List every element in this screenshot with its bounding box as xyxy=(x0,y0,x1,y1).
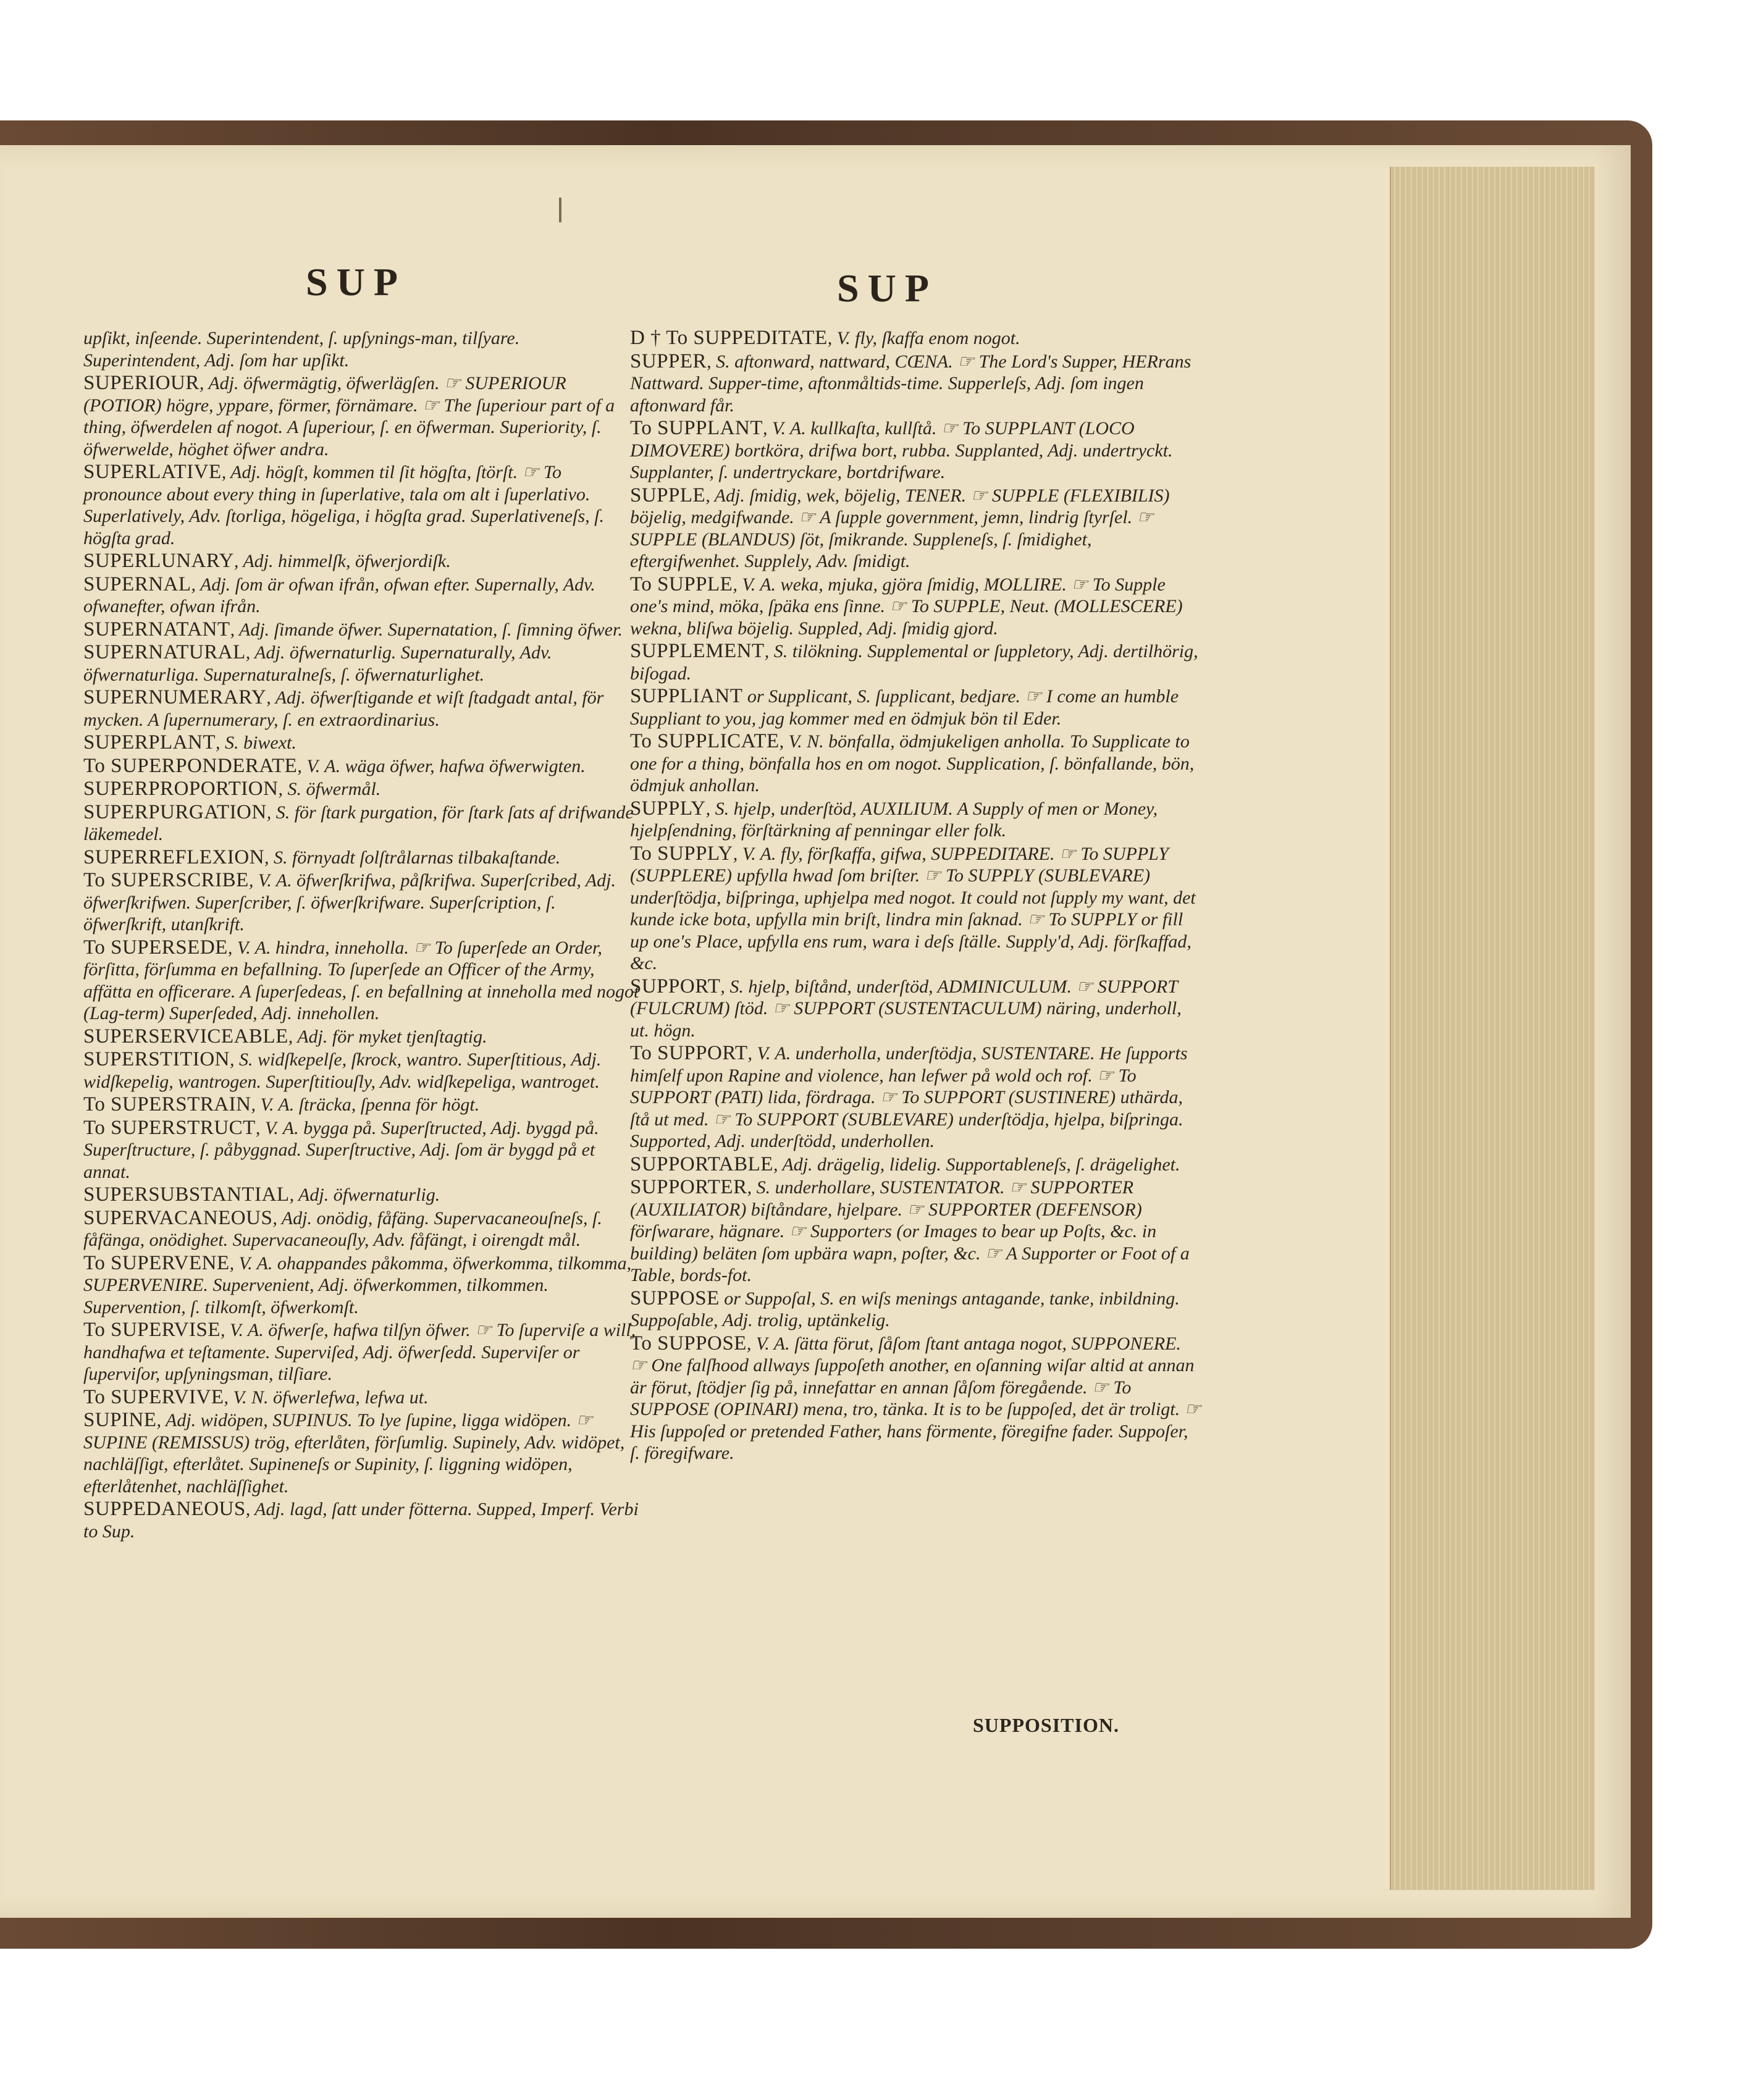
catchword: SUPPOSITION. xyxy=(973,1714,1119,1736)
dictionary-entry xyxy=(83,1094,639,1116)
entry-text: , S. aftonward, nattward, CŒNA. ☞ The Lord's Supper, HERrans Nattward. Supper-time, aftonmåltids-time. Supperleſs, Adj. ſom ingen aftonward får. xyxy=(630,351,1192,416)
headword: SUPERNAL xyxy=(83,573,191,595)
dictionary-entry xyxy=(83,802,639,846)
entry-text: , V. A. hindra, inneholla. ☞ To ſuperſede an Order, förſitta, förſumma en befallning. To ſuperſede an Officer of the Army, affätta en officerare. A ſuperſedeas, ſ. en befallning at inneholla med nogot (Lag-term) Superſeded, Adj. innehollen. xyxy=(83,937,639,1023)
entry-text: , S. öfwermål. xyxy=(278,779,381,799)
entry-text: , Adj. öfwermägtig, öfwerlägſen. ☞ SUPERIOUR (POTIOR) högre, yppare, förmer, förnämare. ☞ The ſuperiour part of a thing, öfwerdelen af nogot. A ſuperiour, ſ. en öfwerman. Superiority, ſ. öfwerwelde, höghet öfwer andra. xyxy=(83,373,615,460)
headword: SUPPOSE xyxy=(630,1287,720,1309)
entry-text: , Adj. högſt, kommen til ſit högſta, ſtörſt. ☞ To pronounce about every thing in ſuperlative, tala om alt i ſuperlativo. Superlatively, Adv. ſtorliga, högeliga, i högſta grad. Superlativeneſs, ſ. högſta grad. xyxy=(83,462,604,548)
dictionary-entry xyxy=(83,732,639,754)
entry-text: , Adj. drägelig, lidelig. Supportableneſs, ſ. drägelighet. xyxy=(773,1154,1180,1175)
entry-text: , S. widſkepelſe, ſkrock, wantro. Superſtitious, Adj. widſkepelig, wantrogen. Superſtitiouſly, Adv. widſkepeliga, wantroget. xyxy=(83,1049,602,1092)
entry-text: , S. hjelp, underſtöd, AUXILIUM. A Supply of men or Money, hjelpſendning, förſtärkning af penningar eller folk. xyxy=(630,798,1158,841)
headword: To SUPPLE xyxy=(630,573,733,595)
dictionary-entry xyxy=(630,327,1201,350)
entry-text: , V. A. ohappandes påkomma, öfwerkomma, tilkomma, SUPERVENIRE. Supervenient, Adj. öfwerkommen, tilkommen. Supervention, ſ. tilkomſt, öfwerkomſt. xyxy=(83,1253,632,1317)
entry-text: , V. N. öfwerlefwa, lefwa ut. xyxy=(224,1387,429,1408)
headword: D † To SUPPEDITATE xyxy=(630,327,828,349)
headword: To SUPERSTRAIN xyxy=(83,1093,251,1115)
headword: SUPPEDANEOUS xyxy=(83,1498,246,1520)
right-column xyxy=(630,327,1201,1466)
dictionary-entry xyxy=(83,642,639,686)
headword: SUPPLEMENT xyxy=(630,640,765,662)
dictionary-entry xyxy=(630,418,1201,484)
dictionary-entry xyxy=(630,686,1201,729)
dictionary-entry xyxy=(83,1319,639,1385)
entry-text: , V. A. ſträcka, ſpenna för högt. xyxy=(251,1094,480,1115)
headword: SUPERSUBSTANTIAL xyxy=(83,1183,290,1206)
dictionary-entry xyxy=(83,327,639,371)
dictionary-entry xyxy=(630,1043,1201,1153)
entry-text: , V. A. underholla, underſtödja, SUSTENTARE. He ſupports himſelf upon Rapine and violence, han lefwer på wold och rof. ☞ To SUPPORT (PATI) lida, fördraga. ☞ To SUPPORT (SUSTINERE) uthärda, ſtå ut med. ☞ To SUPPORT (SUBLEVARE) underſtödja, hjelpa, biſpringa. Supported, Adj. underſtödd, underhollen. xyxy=(630,1043,1188,1151)
dictionary-entry xyxy=(83,1049,639,1093)
entry-text: , V. A. kullkaſta, kullſtå. ☞ To SUPPLANT (LOCO DIMOVERE) bortköra, drifwa bort, rubba. Supplanted, Adj. undertryckt. Supplanter, ſ. undertryckare, bortdrifware. xyxy=(630,418,1173,482)
entry-text: , Adj. öfwerſtigande et wiſt ſtadgadt antal, för mycken. A ſupernumerary, ſ. en extraordinarius. xyxy=(83,687,604,730)
dictionary-entry xyxy=(83,372,639,460)
headword: To SUPPLY xyxy=(630,842,733,865)
entry-text: , V. A. ſätta förut, ſåſom ſtant antaga nogot, SUPPONERE. ☞ One falſhood allways ſuppoſeth another, en oſanning wiſar altid at annan är förut, ſtödjer ſig på, innefattar en annan ſåſom föregående. ☞ To SUPPOSE (OPINARI) mena, tro, tänka. It is to be ſuppoſed, det är troligt. ☞ His ſuppoſed or pretended Father, hans förmente, föregifne fader. Suppoſer, ſ. föregifware. xyxy=(630,1333,1201,1463)
entry-text: , V. N. bönfalla, ödmjukeligen anholla. To Supplicate to one for a thing, bönfalla hos en om nogot. Supplication, ſ. bönfallande, bön, ödmjuk anhollan. xyxy=(630,731,1195,796)
headword: SUPPORTER xyxy=(630,1176,747,1198)
page-mark xyxy=(559,198,561,222)
running-head-right: SUP xyxy=(837,266,938,310)
dictionary-entry xyxy=(630,574,1201,640)
dictionary-entry xyxy=(83,1184,639,1206)
headword: SUPPLY xyxy=(630,797,706,820)
dictionary-entry xyxy=(83,619,639,641)
dictionary-entry xyxy=(83,1409,639,1497)
dictionary-entry xyxy=(630,485,1201,573)
entry-text: , V. A. fly, förſkaffa, gifwa, SUPPEDITARE. ☞ To SUPPLY (SUPPLERE) upfylla hwad ſom briſter. ☞ To SUPPLY (SUBLEVARE) underſtödja, biſpringa, uphjelpa med nogot. It could not ſupply my want, det kunde icke bota, upfylla min briſt, lindra min ſaknad. ☞ To SUPPLY or fill up one's Place, upfylla ens rum, wara i deſs ſtälle. Supply'd, Adj. förſkaffad, &c. xyxy=(630,843,1196,973)
headword: SUPERIOUR xyxy=(83,372,200,394)
entry-text: , S. hjelp, biſtånd, underſtöd, ADMINICULUM. ☞ SUPPORT (FULCRUM) ſtöd. ☞ SUPPORT (SUSTENTACULUM) näring, underholl, ut. högn. xyxy=(630,976,1182,1041)
headword: To SUPPOSE xyxy=(630,1332,747,1354)
entry-text: , Adj. himmelſk, öfwerjordiſk. xyxy=(233,551,451,571)
entry-text: , V. A. wäga öfwer, hafwa öfwerwigten. xyxy=(297,755,586,776)
headword: To SUPERVIVE xyxy=(83,1385,224,1408)
headword: SUPERREFLEXION xyxy=(83,846,265,868)
headword: SUPERLUNARY xyxy=(83,550,234,572)
dictionary-entry xyxy=(630,731,1201,797)
headword: To SUPERPONDERATE xyxy=(83,754,298,777)
entry-text: , Adj. ſom är ofwan ifrån, ofwan efter. Supernally, Adv. ofwanefter, ofwan ifrån. xyxy=(83,574,595,616)
dictionary-entry xyxy=(630,843,1201,975)
headword: To SUPERSTRUCT xyxy=(83,1116,256,1139)
headword: To SUPERVISE xyxy=(83,1319,221,1341)
headword: SUPPLE xyxy=(630,484,706,506)
dictionary-entry xyxy=(83,870,639,936)
headword: SUPPLIANT xyxy=(630,685,743,707)
dictionary-entry xyxy=(630,351,1201,417)
headword: To SUPPLANT xyxy=(630,417,763,439)
entry-text: , Adj. för myket tjenſtagtig. xyxy=(288,1026,487,1047)
headword: SUPERLATIVE xyxy=(83,461,222,483)
headword: SUPERSERVICEABLE xyxy=(83,1025,288,1048)
entry-text: or Suppoſal, S. en wiſs menings antagande, tanke, inbildning. Suppoſable, Adj. trolig, uptänkelig. xyxy=(630,1288,1180,1330)
dictionary-entry xyxy=(630,798,1201,842)
dictionary-entry xyxy=(83,1498,639,1542)
entry-text: , Adj. lagd, ſatt under fötterna. Supped, Imperf. Verbi to Sup. xyxy=(83,1499,639,1542)
entry-text: or Supplicant, S. ſupplicant, bedjare. ☞ I come an humble Suppliant to you, jag kommer med en ödmjuk bön til Eder. xyxy=(630,686,1179,729)
running-head-left: SUP xyxy=(306,260,406,304)
headword: SUPERPROPORTION xyxy=(83,778,279,800)
headword: SUPINE xyxy=(83,1409,157,1431)
headword: SUPERPLANT xyxy=(83,731,216,754)
headword: SUPERVACANEOUS xyxy=(83,1206,273,1229)
dictionary-entry xyxy=(630,976,1201,1042)
dictionary-entry xyxy=(83,1208,639,1251)
headword: SUPERPURGATION xyxy=(83,800,267,823)
dictionary-entry xyxy=(83,687,639,731)
headword: SUPERSTITION xyxy=(83,1048,230,1070)
entry-text: , S. för ſtark purgation, för ſtark ſats af drifwande läkemedel. xyxy=(83,802,634,844)
dictionary-entry xyxy=(83,778,639,800)
dictionary-entry xyxy=(83,1253,639,1319)
entry-text: , S. underhollare, SUSTENTATOR. ☞ SUPPORTER (AUXILIATOR) biſtåndare, hjelpare. ☞ SUPPORTER (DEFENSOR) förſwarare, hägnare. ☞ Supporters (or Images to bear up Poſts, &c. in building) beläten ſom upbära wapn, poſter, &c. ☞ A Supporter or Foot of a Table, bords-fot. xyxy=(630,1177,1190,1285)
dictionary-entry xyxy=(630,1177,1201,1287)
entry-text: , V. A. weka, mjuka, gjöra ſmidig, MOLLIRE. ☞ To Supple one's mind, möka, ſpäka ens ſinne. ☞ To SUPPLE, Neut. (MOLLESCERE) wekna, bliſwa böjelig. Suppled, Adj. ſmidig gjord. xyxy=(630,574,1183,639)
entry-text: , Adj. widöpen, SUPINUS. To lye ſupine, ligga widöpen. ☞ SUPINE (REMISSUS) trög, efterlåten, förſumlig. Supinely, Adv. widöpet, nachläſſigt, efterlåtet. Supineneſs or Supinity, ſ. liggning widöpen, efterlåtenhet, nachläſſighet. xyxy=(83,1410,625,1497)
dictionary-entry xyxy=(83,461,639,549)
entry-text: upſikt, inſeende. Superintendent, ſ. upſynings-man, tilſyare. Superintendent, Adj. ſom har upſikt. xyxy=(83,328,520,371)
dictionary-entry xyxy=(630,1288,1201,1332)
entry-text: , V. A. öfwerſe, hafwa tilſyn öfwer. ☞ To ſuperviſe a will, handhafwa et teſtamente. Superviſed, Adj. öfwerſedd. Superviſer or ſuperviſor, upſyningsman, tilſiare. xyxy=(83,1320,636,1384)
headword: SUPPORT xyxy=(630,975,721,998)
dictionary-entry xyxy=(83,847,639,869)
entry-text: , S. förnyadt ſolſtrålarnas tilbakaſtande. xyxy=(264,847,561,868)
dictionary-entry xyxy=(83,550,639,573)
left-column xyxy=(83,327,639,1544)
entry-text: , Adj. ſimande öfwer. Supernatation, ſ. ſimning öfwer. xyxy=(230,619,623,640)
entry-text: , V. A. bygga på. Superſtructed, Adj. byggd på. Superſtructure, ſ. påbyggnad. Superſtructive, Adj. ſom är byggd på et annat. xyxy=(83,1117,599,1182)
headword: SUPERNUMERARY xyxy=(83,686,267,708)
dictionary-entry xyxy=(630,1333,1201,1464)
dictionary-entry xyxy=(83,755,639,778)
dictionary-entry xyxy=(630,640,1201,684)
dictionary-entry xyxy=(83,574,639,618)
headword: To SUPERSEDE xyxy=(83,936,228,959)
dictionary-entry xyxy=(83,937,639,1025)
dictionary-entry xyxy=(83,1117,639,1183)
entry-text: , Adj. ſmidig, wek, böjelig, TENER. ☞ SUPPLE (FLEXIBILIS) böjelig, medgifwande. ☞ A ſupple government, jemn, lindrig ſtyrſel. ☞ SUPPLE (BLANDUS) ſöt, ſmikrande. Suppleneſs, ſ. ſmidighet, eftergifwenhet. Supplely, Adv. ſmidigt. xyxy=(630,485,1170,571)
entry-text: , Adj. öfwernaturlig. xyxy=(289,1185,440,1205)
entry-text: , V. fly, ſkaffa enom nogot. xyxy=(827,328,1020,348)
headword: To SUPPORT xyxy=(630,1042,748,1064)
entry-text: , S. tilökning. Supplemental or ſuppletory, Adj. dertilhörig, biſogad. xyxy=(630,641,1198,684)
headword: To SUPPLICATE xyxy=(630,730,780,752)
entry-text: , V. A. öfwerſkrifwa, påſkrifwa. Superſcribed, Adj. öfwerſkrifwen. Superſcriber, ſ. öfwerſkrifware. Superſcription, ſ. öfwerſkrift, utanſkrift. xyxy=(83,870,616,934)
headword: SUPERNATURAL xyxy=(83,641,246,663)
headword: SUPPER xyxy=(630,350,707,372)
headword: To SUPERVENE xyxy=(83,1251,230,1274)
headword: To SUPERSCRIBE xyxy=(83,869,249,891)
page-edges xyxy=(1390,167,1595,1890)
entry-text: , Adj. onödig, fåfäng. Supervacaneouſneſs, ſ. fåfänga, onödighet. Supervacaneouſly, Adv. fåfängt, i oirengdt mål. xyxy=(83,1208,602,1250)
dictionary-entry xyxy=(83,1026,639,1048)
entry-text: , S. biwext. xyxy=(216,733,296,753)
entry-text: , Adj. öfwernaturlig. Supernaturally, Adv. öfwernaturliga. Supernaturalneſs, ſ. öfwernaturlighet. xyxy=(83,642,552,685)
dictionary-entry xyxy=(83,1387,639,1409)
headword: SUPPORTABLE xyxy=(630,1153,773,1175)
headword: SUPERNATANT xyxy=(83,618,230,640)
dictionary-entry xyxy=(630,1154,1201,1176)
